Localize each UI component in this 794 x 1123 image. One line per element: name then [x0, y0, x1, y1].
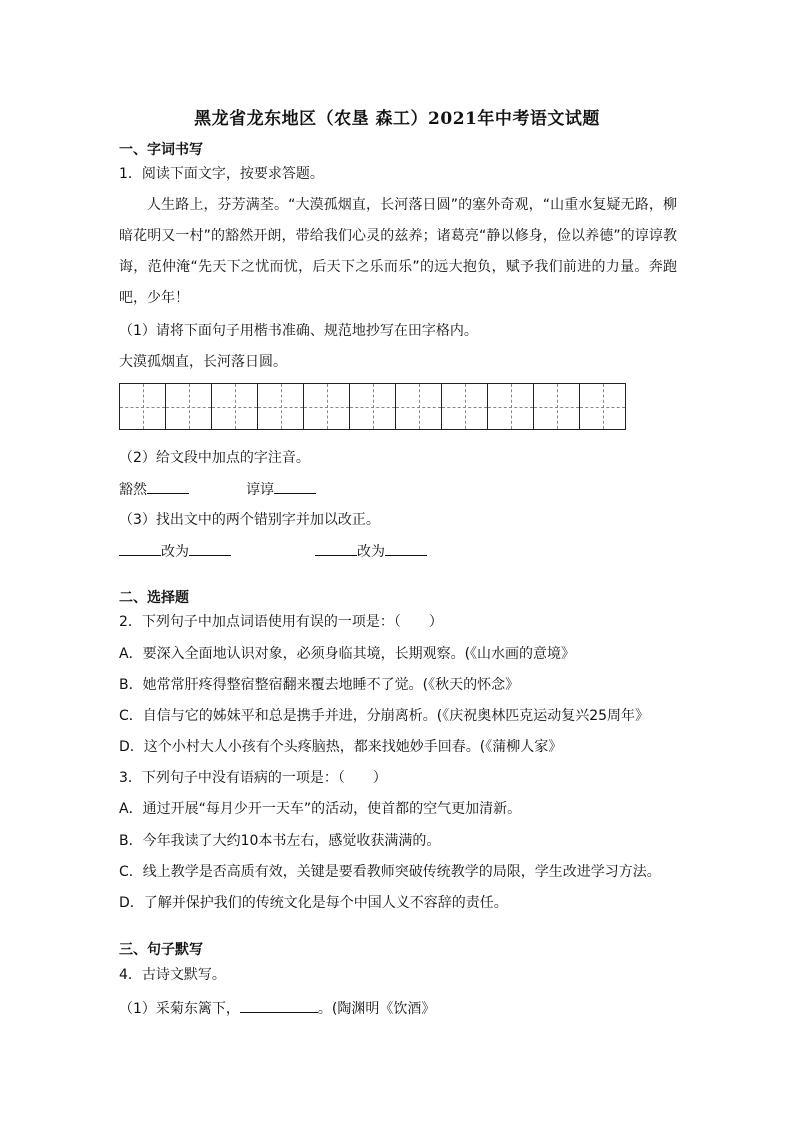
cell-guide-vertical	[465, 384, 466, 429]
cell-guide-vertical	[189, 384, 190, 429]
question-2-option-a[interactable]: A．要深入全面地认识对象，必须身临其境，长期观察。(《山水画的意境》	[119, 646, 576, 662]
question-1: 1．阅读下面文字，按要求答题。	[119, 166, 324, 182]
tianzige-cell[interactable]	[533, 383, 580, 430]
change-to-label-1: 改为	[161, 544, 189, 560]
cell-guide-vertical	[557, 384, 558, 429]
question-4-sub-1	[119, 998, 435, 1018]
subquestion-1-1: （1）请将下面句子用楷书准确、规范地抄写在田字格内。	[119, 323, 478, 339]
tianzige-grid[interactable]	[119, 383, 626, 430]
cell-guide-vertical	[419, 384, 420, 429]
subquestion-1-3: （3）找出文中的两个错别字并加以改正。	[119, 512, 380, 528]
reading-passage: 人生路上，芬芳满荃。“大漠孤烟直，长河落日圆”的塞外奇观，“山重水复疑无路，柳暗花明又一村”的豁然开朗，带给我们心灵的兹养；诸葛亮“静以修身，俭以养德”的谆谆教诲，范仲淹“先天下之忧而忧，后天下之乐而乐”的远大抱负，赋予我们前进的力量。奔跑吧，少年！	[119, 197, 677, 306]
cell-guide-vertical	[603, 384, 604, 429]
question-2: 2．下列句子中加点词语使用有误的一项是：（ ）	[119, 614, 443, 630]
correction-item-2	[315, 541, 427, 561]
question-3-option-d[interactable]: D．了解并保护我们的传统文化是每个中国人义不容辞的责任。	[119, 895, 508, 911]
tianzige-cell[interactable]	[303, 383, 350, 430]
section-heading-1: 一、字词书写	[119, 142, 203, 158]
poem-answer-blank[interactable]	[240, 998, 318, 1013]
pinyin-blank-2[interactable]	[274, 479, 316, 494]
cell-guide-vertical	[143, 384, 144, 429]
tianzige-cell[interactable]	[211, 383, 258, 430]
question-3-option-c[interactable]: C．线上教学是否高质有效，关键是要看教师突破传统教学的局限，学生改进学习方法。	[119, 864, 661, 880]
question-3-option-b[interactable]: B．今年我读了大约10本书左右，感觉收获满满的。	[119, 833, 441, 849]
question-4: 4．古诗文默写。	[119, 967, 226, 983]
copy-sentence: 大漠孤烟直，长河落日圆。	[119, 354, 287, 370]
correction-item-1	[119, 541, 231, 561]
pinyin-item-1	[119, 479, 189, 499]
tianzige-cell[interactable]	[119, 383, 166, 430]
subquestion-1-2: （2）给文段中加点的字注音。	[119, 450, 310, 466]
wrong-char-blank-2[interactable]	[315, 541, 357, 556]
wrong-char-blank-1[interactable]	[119, 541, 161, 556]
pinyin-item-2	[246, 479, 316, 499]
correct-char-blank-2[interactable]	[385, 541, 427, 556]
cell-guide-vertical	[373, 384, 374, 429]
cell-guide-vertical	[281, 384, 282, 429]
question-3-option-a[interactable]: A．通过开展“每月少开一天车”的活动，使首都的空气更加清新。	[119, 801, 522, 817]
question-3: 3．下列句子中没有语病的一项是：（ ）	[119, 770, 387, 786]
question-2-option-d[interactable]: D．这个小村大人小孩有个头疼脑热，都来找她妙手回春。(《蒲柳人家》	[119, 739, 563, 755]
cell-guide-vertical	[327, 384, 328, 429]
change-to-label-2: 改为	[357, 544, 385, 560]
tianzige-cell[interactable]	[579, 383, 626, 430]
cell-guide-vertical	[235, 384, 236, 429]
correct-char-blank-1[interactable]	[189, 541, 231, 556]
cell-guide-vertical	[511, 384, 512, 429]
tianzige-cell[interactable]	[441, 383, 488, 430]
poem-line-after: 。(陶渊明《饮酒》	[317, 1001, 436, 1017]
page-title: 黑龙省龙东地区（农垦 森工）2021年中考语文试题	[194, 109, 600, 129]
pinyin-blank-1[interactable]	[147, 479, 189, 494]
section-heading-3: 三、句子默写	[119, 942, 203, 958]
pinyin-word-1: 豁然	[119, 482, 147, 498]
tianzige-cell[interactable]	[257, 383, 304, 430]
tianzige-cell[interactable]	[395, 383, 442, 430]
poem-line-before: （1）采菊东篱下，	[119, 1001, 240, 1017]
pinyin-word-2: 谆谆	[246, 482, 274, 498]
question-2-option-b[interactable]: B．她常常肝疼得整宿整宿翻来覆去地睡不了觉。(《秋天的怀念》	[119, 677, 520, 693]
tianzige-cell[interactable]	[349, 383, 396, 430]
tianzige-cell[interactable]	[165, 383, 212, 430]
section-heading-2: 二、选择题	[119, 590, 189, 606]
question-2-option-c[interactable]: C．自信与它的姊妹平和总是携手并进，分崩离析。(《庆祝奥林匹克运动复兴25周年》	[119, 708, 650, 724]
tianzige-cell[interactable]	[487, 383, 534, 430]
